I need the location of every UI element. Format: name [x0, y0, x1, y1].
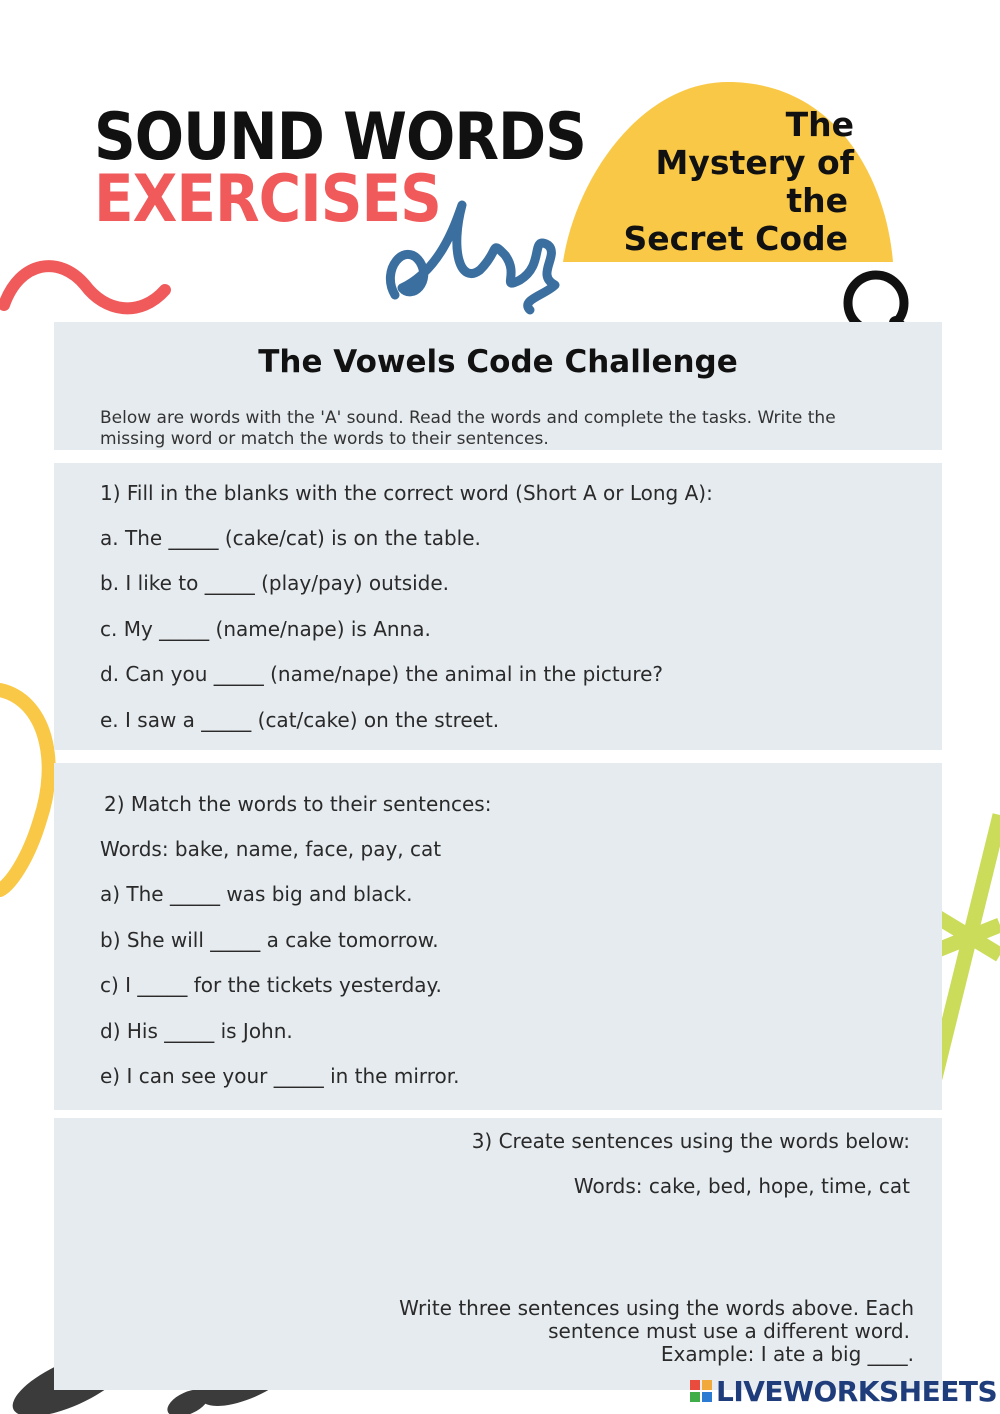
subtitle-block [623, 106, 854, 258]
instruction-line: Example: I ate a big ____. [660, 1342, 914, 1366]
exercise-item: b. I like to _____ (play/pay) outside. [100, 571, 450, 595]
intro-text: Below are words with the 'A' sound. Read the words and complete the tasks. Write the missing word or match the words to their sentences. [100, 408, 836, 449]
challenge-title: The Vowels Code Challenge [258, 344, 738, 380]
exercise-item: a) The _____ was big and black. [100, 882, 413, 906]
exercise-item: e. I saw a _____ (cat/cake) on the street. [100, 708, 500, 732]
subtitle-line-3: the [786, 181, 848, 220]
liveworksheets-logo[interactable] [690, 1374, 997, 1408]
exercise-item: c) I _____ for the tickets yesterday. [100, 973, 442, 997]
title-sound-words: SOUND WORDS [94, 98, 586, 175]
word-bank: Words: cake, bed, hope, time, cat [573, 1174, 910, 1198]
word-bank: Words: bake, name, face, pay, cat [100, 837, 442, 861]
section-3-heading: 3) Create sentences using the words below: [471, 1129, 910, 1153]
exercise-item: a. The _____ (cake/cat) is on the table. [100, 526, 481, 550]
subtitle-line-2: Mystery of [655, 143, 854, 182]
section-3-panel [54, 1118, 942, 1390]
exercise-item: c. My _____ (name/nape) is Anna. [100, 617, 431, 641]
exercise-item: d. Can you _____ (name/nape) the animal in the picture? [100, 662, 664, 686]
title-exercises: EXERCISES [94, 160, 441, 237]
section-2-heading: 2) Match the words to their sentences: [104, 792, 492, 816]
intro-panel [54, 322, 942, 450]
section-1-heading: 1) Fill in the blanks with the correct word (Short A or Long A): [100, 481, 713, 505]
instruction-line: sentence must use a different word. [548, 1319, 910, 1343]
exercise-item: d) His _____ is John. [100, 1019, 293, 1043]
red-squiggle-shape [4, 266, 165, 308]
yellow-arc-shape [0, 690, 49, 890]
liveworksheets-logo-icon [690, 1380, 712, 1402]
subtitle-line-1: The [785, 105, 854, 144]
section-2-panel [54, 763, 942, 1110]
exercise-item: e) I can see your _____ in the mirror. [100, 1064, 460, 1088]
exercise-item: b) She will _____ a cake tomorrow. [100, 928, 439, 952]
instruction-line: Write three sentences using the words above. Each [399, 1296, 914, 1320]
liveworksheets-logo-text: LIVEWORKSHEETS [716, 1374, 998, 1408]
subtitle-line-4: Secret Code [623, 219, 848, 258]
section-1-panel [54, 463, 942, 750]
